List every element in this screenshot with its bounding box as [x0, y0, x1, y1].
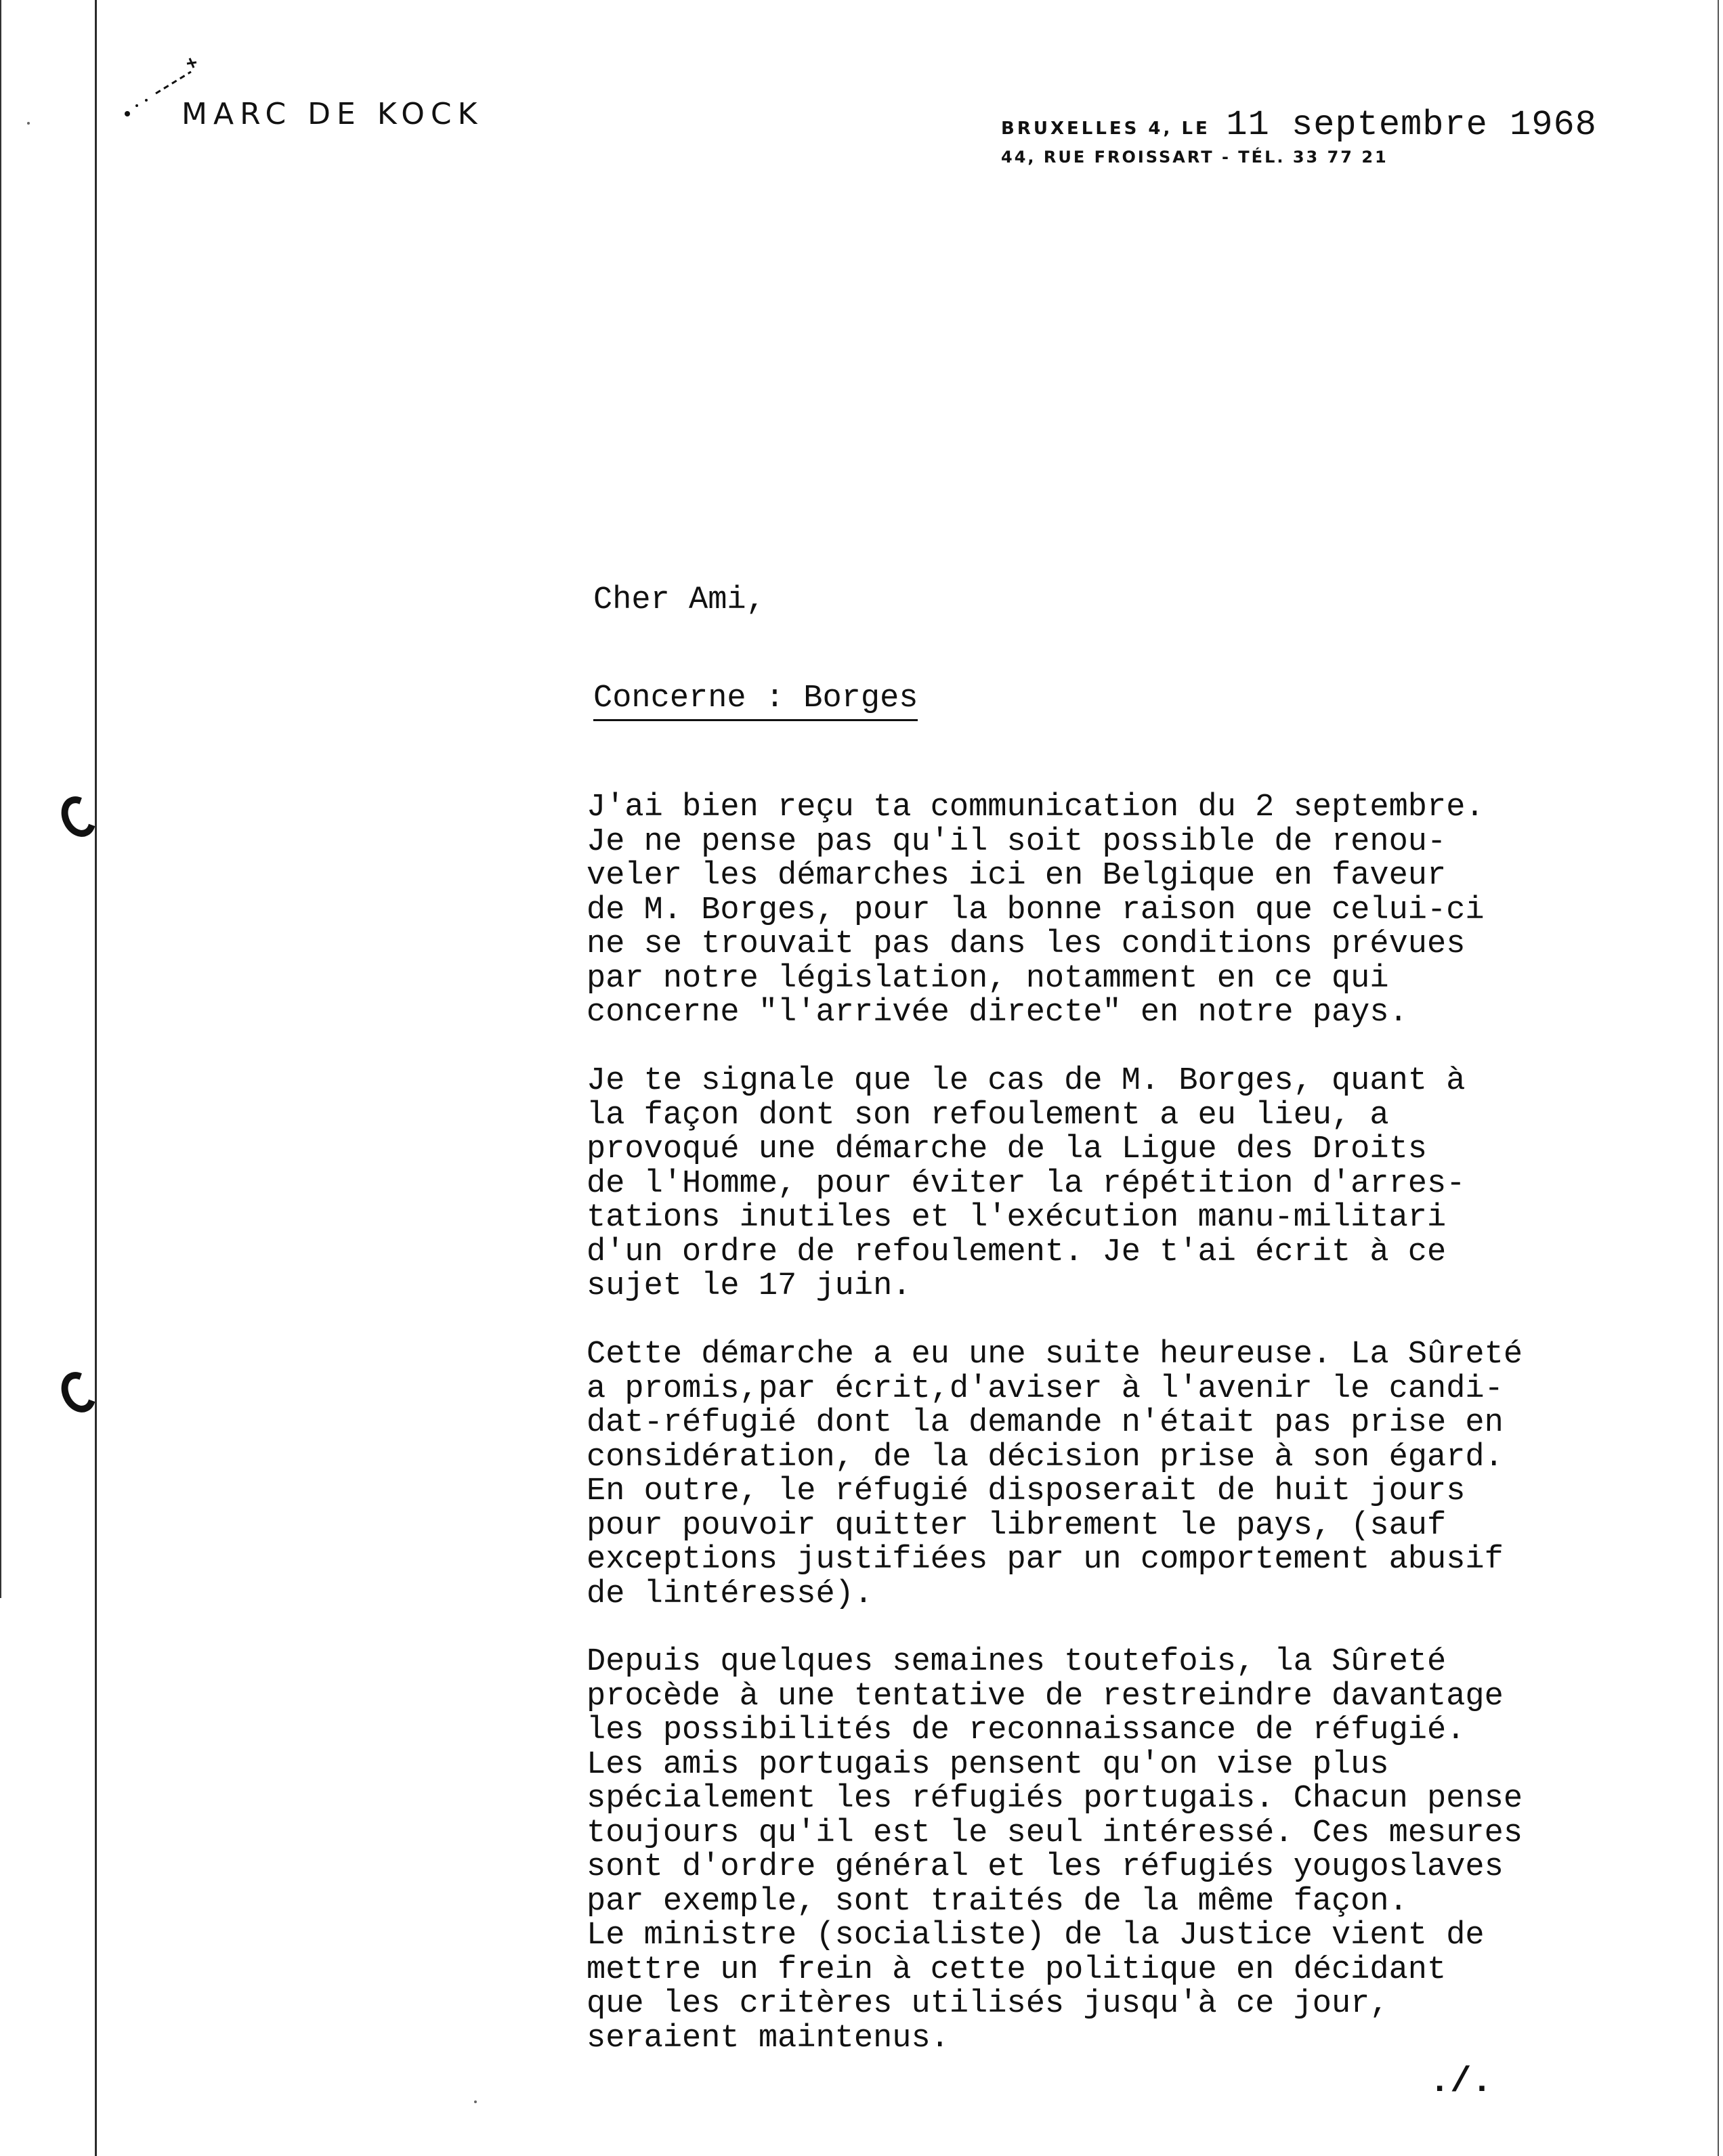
letterhead-city: BRUXELLES 4, LE: [1001, 118, 1210, 139]
letter-paragraph: J'ai bien reçu ta communication du 2 septembre. Je ne pense pas qu'il soit possible de renou- veler les démarches ici en Belgique en faveur de M. Borges, pour la bonne raison que celui-ci ne se trouvait pas dans les conditions prévues par notre législation, notamment en ce qui concerne "l'arrivée directe" en notre pays.: [587, 790, 1485, 1031]
letter-salutation: Cher Ami,: [593, 582, 765, 618]
page-right-border: [1718, 0, 1719, 2156]
continuation-mark: ./.: [1429, 2062, 1493, 2102]
letterhead-address: 44, RUE FROISSART - TÉL. 33 77 21: [1001, 148, 1388, 167]
page-left-border: [0, 0, 1, 1598]
letter-paragraph: Cette démarche a eu une suite heureuse. La Sûreté a promis,par écrit,d'aviser à l'avenir le candi- dat-réfugié dont la demande n'était pas prise en considération, de la décision prise à son égard. En outre, le réfugié disposerait de huit jours pour pouvoir quitter librement le pays, (sauf exceptions justifiées par un comportement abusif de lintéressé).: [587, 1337, 1523, 1612]
letter-date: 11 septembre 1968: [1226, 105, 1597, 145]
page-margin-rule: [95, 0, 97, 2156]
letter-paragraph: Je te signale que le cas de M. Borges, quant à la façon dont son refoulement a eu lieu, a provoqué une démarche de la Ligue des Droits de l'Homme, pour éviter la répétition d'arres- tations inutiles et l'exécution manu-militari d'un ordre de refoulement. Je t'ai écrit à ce sujet le 17 juin.: [587, 1063, 1466, 1304]
paper-speck: [27, 122, 30, 125]
paper-speck: [474, 2100, 477, 2103]
letter-subject: Concerne : Borges: [593, 681, 918, 721]
letterhead-name: MARC DE KOCK: [182, 97, 484, 131]
letterhead-city-date: [1001, 105, 1597, 145]
letter-paragraph: Depuis quelques semaines toutefois, la Sûreté procède à une tentative de restreindre davantage les possibilités de reconnaissance de réfugié. Les amis portugais pensent qu'on vise plus spécialement les réfugiés portugais. Chacun pense toujours qu'il est le seul intéressé. Ces mesures sont d'ordre général et les réfugiés yougoslaves par exemple, sont traités de la même façon. Le ministre (socialiste) de la Justice vient de mettre un frein à cette politique en décidant que les critères utilisés jusqu'à ce jour, seraient maintenus.: [587, 1644, 1523, 2056]
